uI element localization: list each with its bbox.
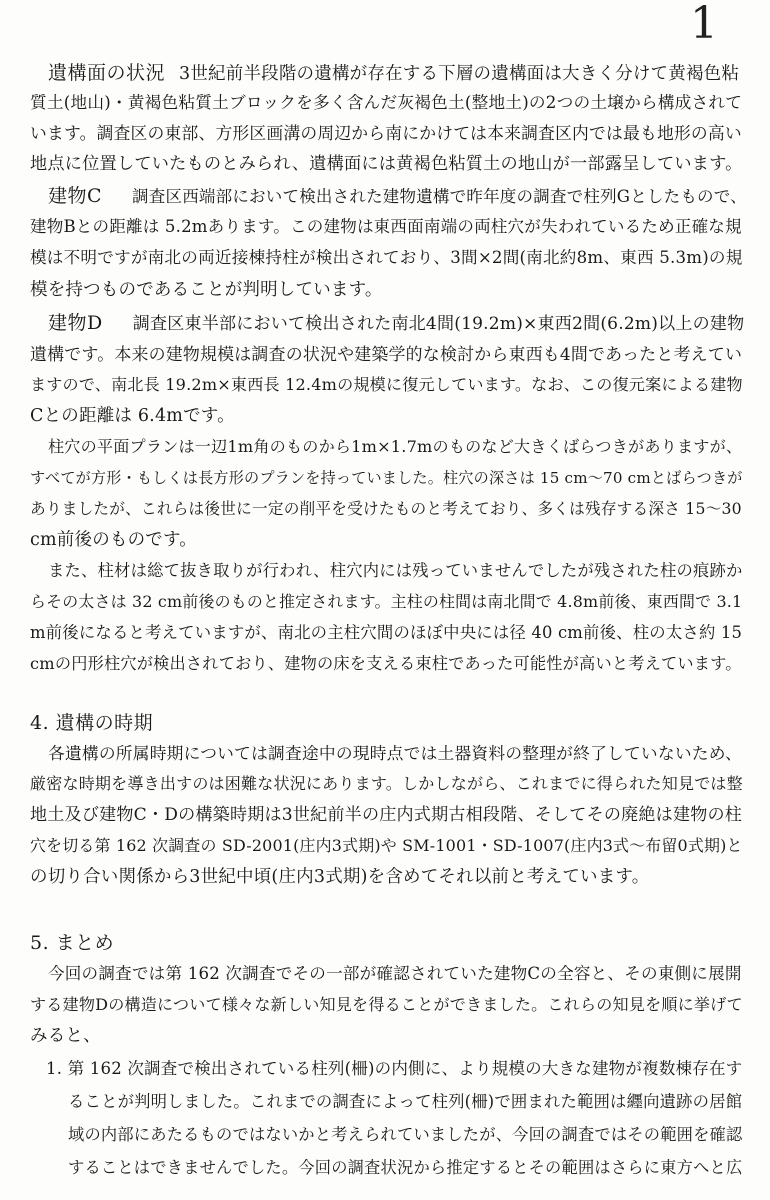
page-number: 1 <box>690 0 718 49</box>
text-line: 模は不明ですが南北の両近接棟持柱が検出されており、3間×2間(南北約8m、東西 5.3m)の規 <box>30 248 743 267</box>
text-line: m前後になると考えていますが、南北の主柱穴間のほぼ中央には径 40 cm前後、柱の太さ約 15 <box>30 623 743 642</box>
text-line: cmの円形柱穴が検出されており、建物の床を支える束柱であった可能性が高いと考えています。 <box>30 654 742 673</box>
text-line: の切り合い関係から3世紀中頃(庄内3式期)を含めてそれ以前と考えています。 <box>30 867 650 887</box>
section-heading: 4. 遺構の時期 <box>30 712 154 734</box>
text-line: 遺構です。本来の建物規模は調査の状況や建築学的な検討から東西も4間であったと考えてい <box>30 344 743 364</box>
text-line: 3世紀前半段階の遺構が存在する下層の遺構面は大きく分けて黄褐色粘 <box>179 64 740 84</box>
text-line: います。調査区の東部、方形区画溝の周辺から南にかけては本来調査区内では最も地形の高い <box>30 123 742 143</box>
text-line: 柱穴の平面プランは一辺1m角のものから1m×1.7mのものなど大きくばらつきがありますが、 <box>48 437 743 456</box>
paragraph-line <box>48 63 739 84</box>
text-line: 建物Bとの距離は 5.2mあります。この建物は東西面南端の両柱穴が失われているため正確な規 <box>30 217 742 236</box>
paragraph-lead: 遺構面の状況 <box>48 62 166 84</box>
text-line: 穴を切る第 162 次調査の SD-2001(庄内3式期)や SM-1001・SD-1007(庄内3式～布留0式期)と <box>30 836 743 855</box>
text-line: 地土及び建物C・Dの構築時期は3世紀前半の庄内式期古相段階、そしてその廃絶は建物の柱 <box>30 805 743 825</box>
text-line: cm前後のものです。 <box>30 530 197 550</box>
text-line: 今回の調査では第 162 次調査でその一部が確認されていた建物Cの全容と、その東側に展開 <box>48 964 742 983</box>
paragraph-line <box>48 186 747 207</box>
text-line: 調査区西端部において検出された建物遺構で昨年度の調査で柱列Gとしたもので、 <box>132 187 747 206</box>
text-line: 地点に位置していたものとみられ、遺構面には黄褐色粘質土の地山が一部露呈しています。 <box>30 154 743 174</box>
paragraph-line <box>48 313 744 334</box>
list-item-line: 域の内部にあたるものではないかと考えられていましたが、今回の調査ではその範囲を確認 <box>68 1125 743 1144</box>
list-item-line: ることが判明しました。これまでの調査によって柱列(柵)で囲まれた範囲は纒向遺跡の居館 <box>68 1092 743 1111</box>
text-line: また、柱材は総て抜き取りが行われ、柱穴内には残っていませんでしたが残された柱の痕跡か <box>48 561 743 580</box>
text-line: らその太さは 32 cm前後のものと推定されます。主柱の柱間は南北間で 4.8m前後、東西間で 3.1 <box>30 592 743 611</box>
text-line: する建物Dの構造について様々な新しい知見を得ることができました。これらの知見を順に挙げて <box>30 995 743 1014</box>
text-line: 調査区東半部において検出された南北4間(19.2m)×東西2間(6.2m)以上の建物 <box>132 314 745 334</box>
paragraph-lead: 建物D <box>48 312 103 334</box>
text-line: 各遺構の所属時期については調査途中の現時点では土器資料の整理が終了していないため、 <box>48 743 742 763</box>
text-line: 厳密な時期を導き出すのは困難な状況にあります。しかしながら、これまでに得られた知見では整 <box>30 774 743 793</box>
section-heading: 5. まとめ <box>30 932 115 954</box>
text-line: すべてが方形・もしくは長方形のプランを持っていました。柱穴の深さは 15 cm～70 cmとばらつきが <box>30 469 743 487</box>
text-line: みると、 <box>30 1026 101 1046</box>
list-item-line: 1. 第 162 次調査で検出されている柱列(柵)の内側に、より規模の大きな建物が複数棟存在す <box>46 1059 743 1078</box>
paragraph-lead: 建物C <box>48 185 103 207</box>
list-item-line: することはできませんでした。今回の調査状況から推定するとその範囲はさらに東方へと広 <box>68 1158 743 1177</box>
text-line: 模を持つものであることが判明しています。 <box>30 280 383 300</box>
text-line: Cとの距離は 6.4mです。 <box>30 406 235 426</box>
text-line: ますので、南北長 19.2m×東西長 12.4mの規模に復元しています。なお、この復元案による建物 <box>30 375 743 394</box>
text-line: 質土(地山)・黄褐色粘質土ブロックを多く含んだ灰褐色土(整地土)の2つの土壌から構成されて <box>30 93 743 112</box>
text-line: ありましたが、これらは後世に一定の削平を受けたものと考えており、多くは残存する深さ 15～30 <box>30 499 742 518</box>
